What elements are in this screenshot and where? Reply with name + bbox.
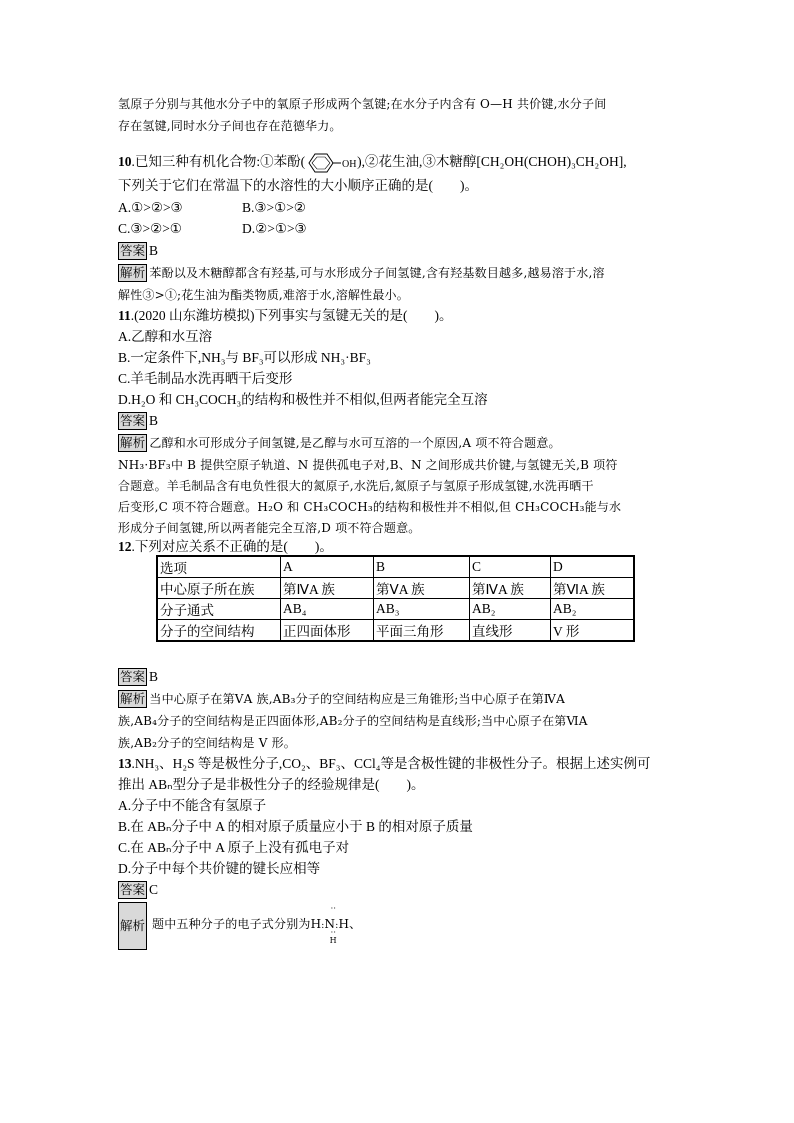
q11-option-c: C.羊毛制品水洗再晒干后变形 (118, 371, 293, 386)
lewis-hydrogen-right: H (338, 917, 350, 931)
q12-analysis-2: 族,AB₄分子的空间结构是正四面体形,AB₂分子的空间结构是直线形;当中心原子在第ⅥA (118, 714, 588, 728)
lewis-dots-top: ·· (330, 904, 337, 913)
table-cell: 平面三角形 (374, 620, 470, 642)
table-cell: D (551, 556, 635, 578)
phenol-oh-label: OH (342, 159, 357, 170)
lewis-dots-right: : (335, 921, 339, 931)
answer-value: B (149, 669, 159, 684)
q12-stem (118, 537, 333, 557)
lewis-nitrogen: N (324, 917, 336, 931)
table-cell: 第ⅤA 族 (374, 578, 470, 599)
answer-tag: 答案 (120, 669, 146, 684)
table-cell: AB₂ (470, 599, 551, 620)
analysis-text: 当中心原子在第ⅤA 族,AB₃分子的空间结构应是三角锥形;当中心原子在第ⅣA (149, 692, 565, 706)
analysis-text: 乙醇和水可形成分子间氢键,是乙醇与水可互溶的一个原因,A 项不符合题意。 (149, 436, 561, 450)
q10-stem-line-2: 下列关于它们在常温下的水溶性的大小顺序正确的是( )。 (118, 178, 478, 193)
q13-stem-line-2: 推出 ABₙ型分子是非极性分子的经验规律是( )。 (118, 777, 425, 792)
analysis-tag: 解析 (120, 265, 146, 280)
intro-line-2: 存在氢键,同时水分子间也存在范德华力。 (118, 119, 342, 133)
q13-option-d: D.分子中每个共价键的键长应相等 (118, 861, 321, 876)
lewis-dots-left: : (321, 921, 325, 931)
q12-options-table (156, 555, 635, 642)
answer-value: B (149, 413, 159, 428)
table-cell: A (281, 556, 374, 578)
table-row (157, 620, 634, 642)
q13-option-b: B.在 ABₙ分子中 A 的相对原子质量应小于 B 的相对原子质量 (118, 819, 473, 834)
q13-option-a: A.分子中不能含有氢原子 (118, 798, 267, 813)
q10-option-b: B.③>①>② (242, 200, 306, 215)
table-cell: 中心原子所在族 (157, 578, 281, 599)
q11-analysis-3: 合题意。羊毛制品含有电负性很大的氮原子,水洗后,氮原子与氢原子形成氢键,水洗再晒干 (118, 479, 594, 493)
table-row (157, 599, 634, 620)
q13-analysis-line (152, 904, 362, 945)
q11-analysis-2: NH₃·BF₃中 B 提供空原子轨道、N 提供孤电子对,B、N 之间形成共价键,与氢键无关,B 项符 (118, 458, 618, 472)
answer-tag: 答案 (120, 882, 146, 897)
analysis-text: 题中五种分子的电子式分别为 (152, 917, 311, 931)
table-row (157, 556, 634, 578)
table-cell: 分子的空间结构 (157, 620, 281, 642)
q13-stem-text: .NH₃、H₂S 等是极性分子,CO₂、BF₃、CCl₄等是含极性键的非极性分子。根据上述实例可 (131, 756, 651, 771)
ammonia-lewis-structure (310, 904, 350, 945)
table-cell: 第ⅣA 族 (470, 578, 551, 599)
q11-answer (118, 411, 158, 431)
table-cell: 第ⅥA 族 (551, 578, 635, 599)
answer-value: C (149, 882, 159, 897)
q11-option-d: D.H₂O 和 CH₃COCH₃的结构和极性并不相似,但两者能完全互溶 (118, 392, 488, 407)
lewis-dots-bottom: ·· (330, 928, 337, 937)
analysis-text: 苯酚以及木糖醇都含有羟基,可与水形成分子间氢键,含有羟基数目越多,越易溶于水,溶 (149, 266, 605, 280)
q11-option-a: A.乙醇和水互溶 (118, 329, 213, 344)
table-cell: B (374, 556, 470, 578)
lewis-hydrogen-left: H (310, 917, 322, 931)
q10-answer (118, 241, 158, 261)
q10-option-c: C.③>②>① (118, 221, 182, 236)
question-number: 12 (118, 539, 132, 554)
q12-analysis-3: 族,AB₂分子的空间结构是 V 形。 (118, 736, 297, 750)
q13-analysis (118, 902, 678, 952)
q13-stem-line-1 (118, 754, 650, 774)
q12-stem-text: .下列对应关系不正确的是( )。 (131, 539, 333, 554)
intro-line-1: 氢原子分别与其他水分子中的氧原子形成两个氢键;在水分子内含有 O—H 共价键,水分子间 (118, 97, 607, 111)
table-row (157, 578, 634, 599)
q11-stem (118, 306, 453, 326)
q10-stem-line-1 (118, 152, 627, 174)
q12-answer (118, 667, 158, 687)
q10-stem-a: .已知三种有机化合物:①苯酚( (131, 154, 306, 170)
analysis-tag: 解析 (118, 902, 147, 950)
q10-stem-b: ),②花生油,③木糖醇[CH₂OH(CHOH)₃CH₂OH], (357, 154, 627, 170)
lewis-separator: 、 (349, 917, 362, 931)
table-cell: AB₂ (551, 599, 635, 620)
lewis-hydrogen-bottom: H (329, 936, 337, 945)
q10-option-a: A.①>②>③ (118, 200, 183, 215)
table-cell: 选项 (157, 556, 281, 578)
q12-analysis-1 (118, 689, 565, 709)
table-cell: C (470, 556, 551, 578)
question-number: 13 (118, 756, 132, 771)
phenol-structure-icon (305, 152, 357, 174)
q10-option-d: D.②>①>③ (242, 221, 307, 236)
answer-tag: 答案 (120, 243, 146, 258)
q10-analysis-2: 解性③>①;花生油为酯类物质,难溶于水,溶解性最小。 (118, 288, 409, 302)
q13-answer (118, 880, 158, 900)
table-cell: 分子通式 (157, 599, 281, 620)
q11-stem-text: .(2020 山东潍坊模拟)下列事实与氢键无关的是( )。 (130, 308, 453, 323)
table-cell: 第ⅣA 族 (281, 578, 374, 599)
table-cell: 直线形 (470, 620, 551, 642)
answer-tag: 答案 (120, 413, 146, 428)
analysis-tag: 解析 (120, 691, 146, 706)
table-cell: V 形 (551, 620, 635, 642)
table-cell: AB₃ (374, 599, 470, 620)
analysis-tag: 解析 (120, 435, 146, 450)
q10-analysis-1 (118, 263, 605, 283)
q11-analysis-1 (118, 433, 561, 453)
q13-option-c: C.在 ABₙ分子中 A 原子上没有孤电子对 (118, 840, 350, 855)
q11-analysis-4: 后变形,C 项不符合题意。H₂O 和 CH₃COCH₃的结构和极性并不相似,但 CH₃COCH₃能与水 (118, 500, 622, 514)
question-number: 10 (118, 154, 132, 170)
answer-value: B (149, 243, 159, 258)
q11-analysis-5: 形成分子间氢键,所以两者能完全互溶,D 项不符合题意。 (118, 521, 421, 535)
q11-option-b: B.一定条件下,NH₃与 BF₃可以形成 NH₃·BF₃ (118, 350, 371, 365)
table-cell: AB₄ (281, 599, 374, 620)
table-cell: 正四面体形 (281, 620, 374, 642)
question-number: 11 (118, 308, 131, 323)
